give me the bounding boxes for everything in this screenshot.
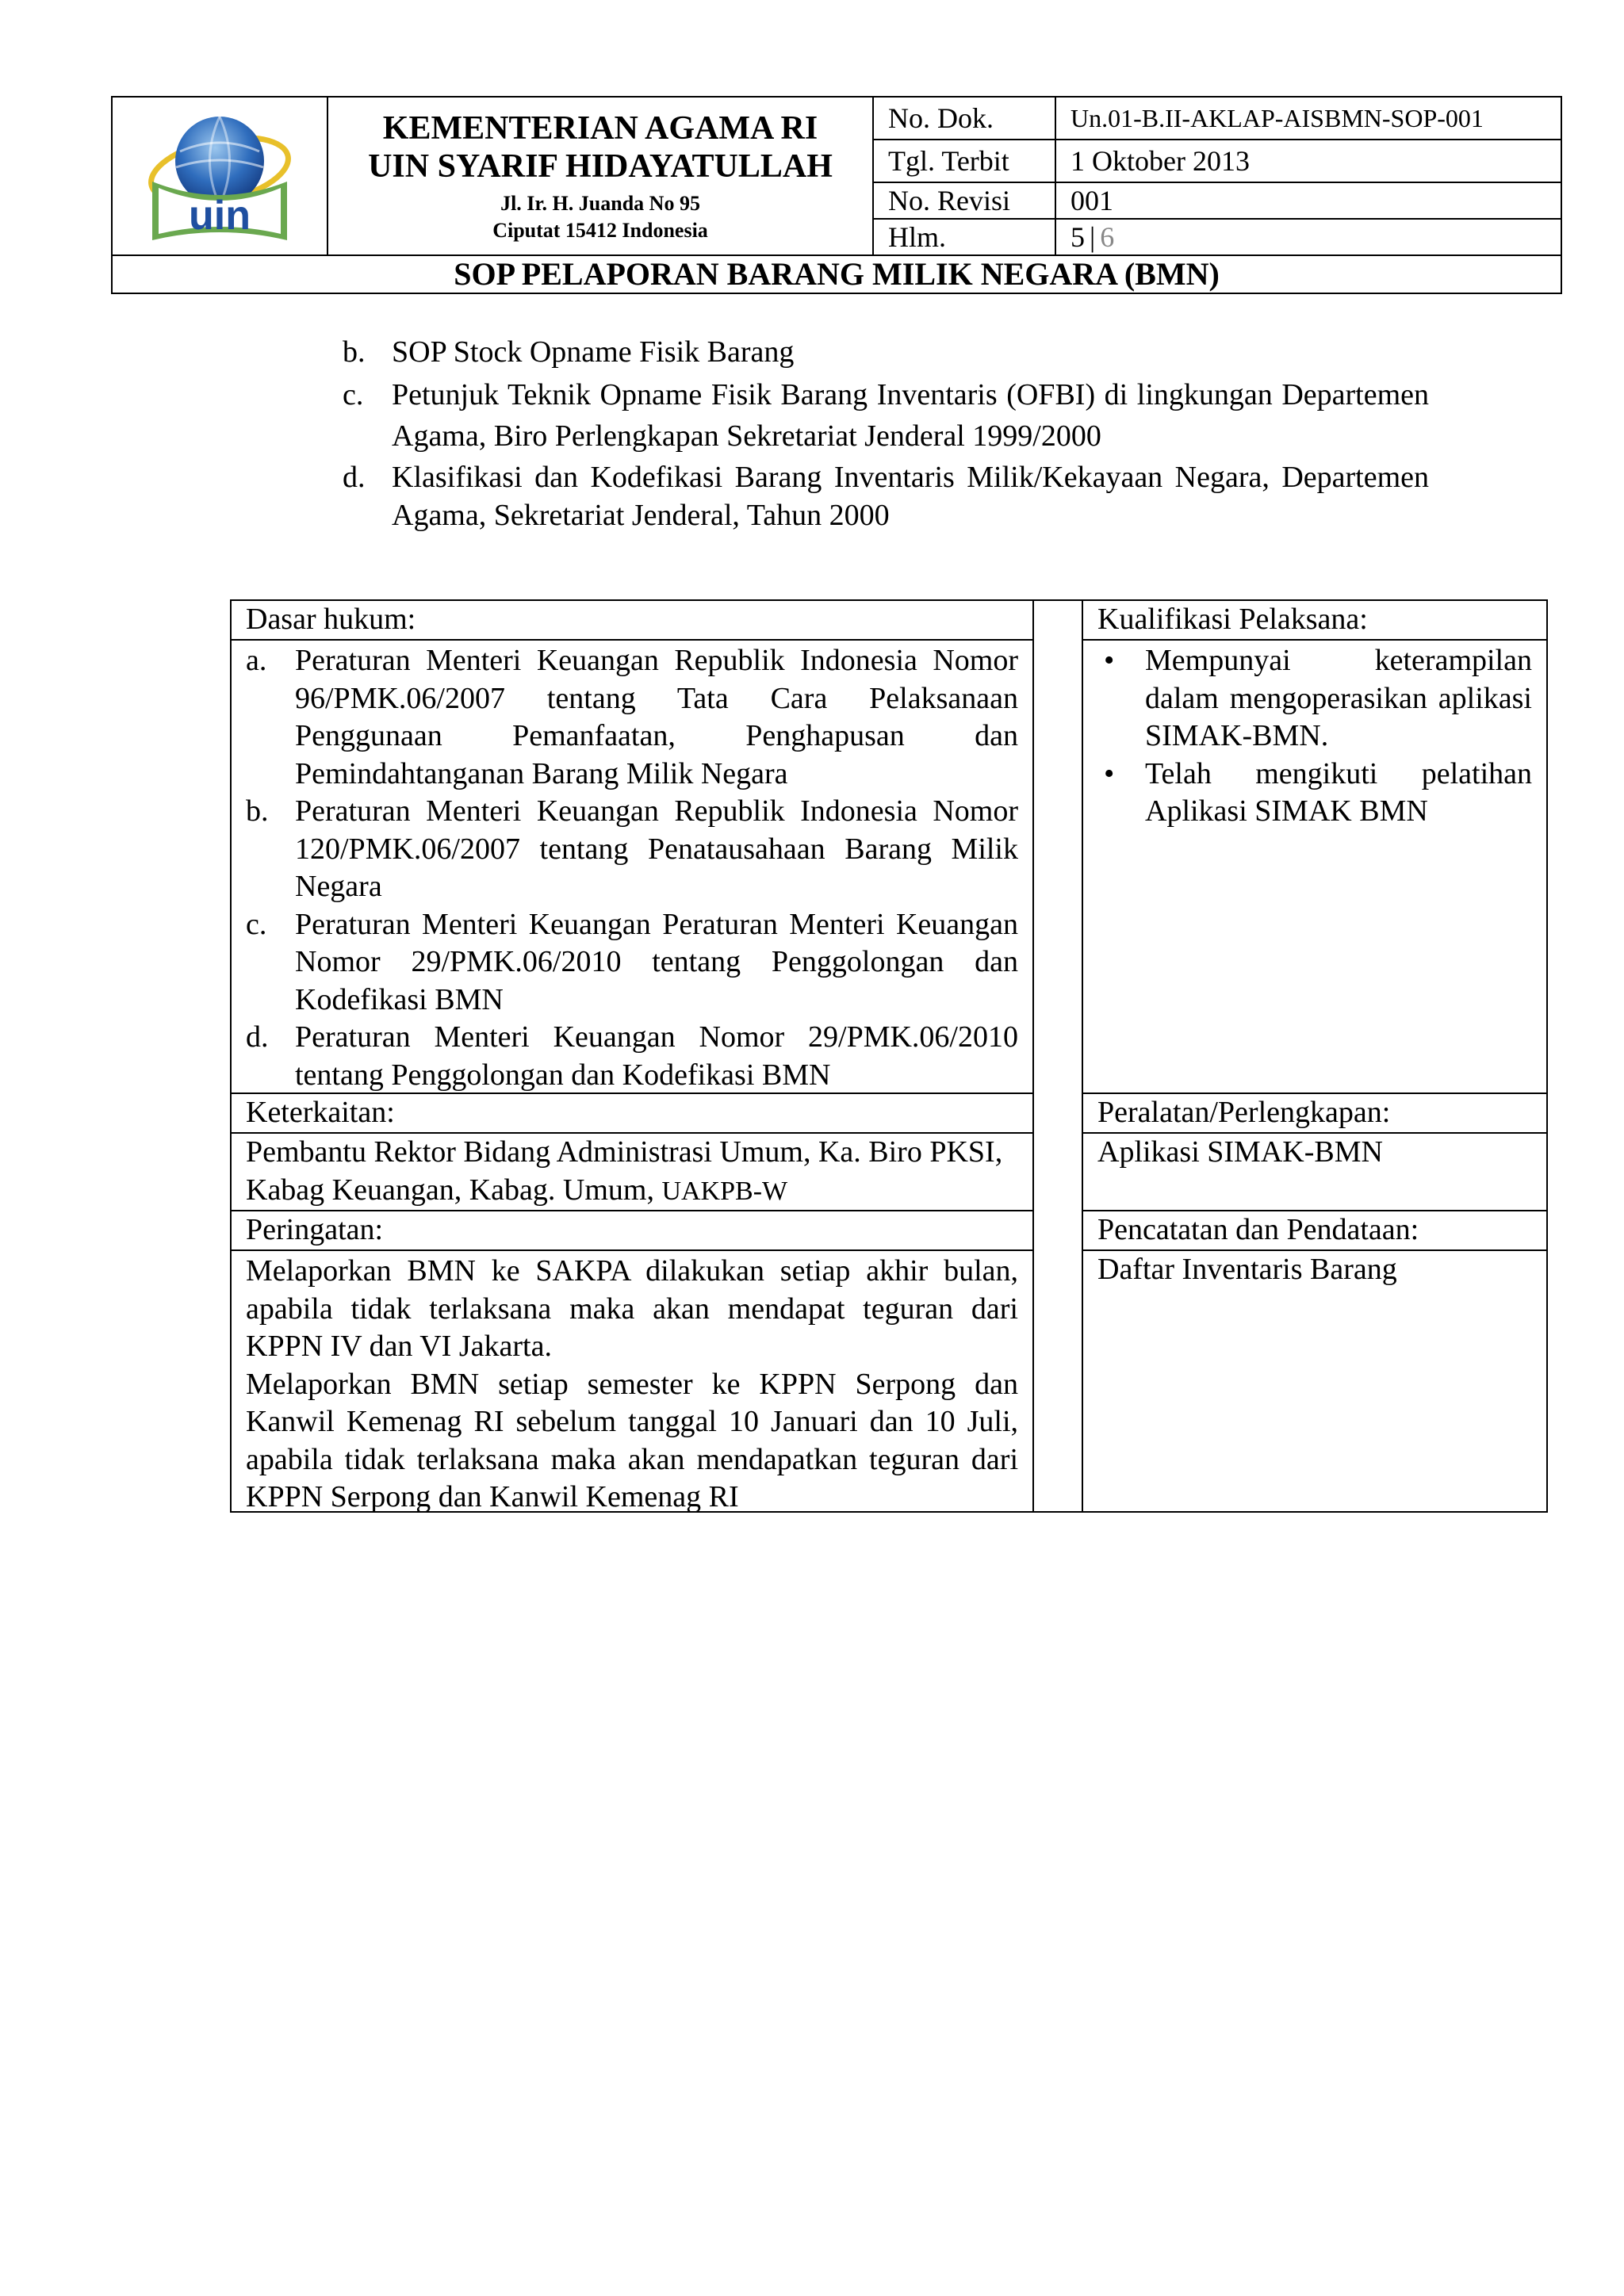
org-name-university: UIN SYARIF HIDAYATULLAH bbox=[368, 148, 833, 185]
meta-row-doc-no bbox=[874, 98, 1562, 140]
meta-row-issue-date bbox=[874, 140, 1562, 183]
document-title: SOP PELAPORAN BARANG MILIK NEGARA (BMN) bbox=[454, 256, 1220, 292]
revision-label: No. Revisi bbox=[874, 183, 1056, 218]
qualification-cell bbox=[1083, 641, 1546, 1094]
list-marker: b. bbox=[343, 335, 366, 369]
doc-no-value: Un.01-B.II-AKLAP-AISBMN-SOP-001 bbox=[1071, 103, 1484, 132]
table-right-column bbox=[1083, 601, 1546, 1511]
warning-paragraph-1: Melaporkan BMN ke SAKPA dilakukan setiap akhir bulan, apabila tidak terlaksana maka akan mendapat teguran dari KPPN IV dan VI Jakarta. bbox=[246, 1254, 1018, 1363]
relation-heading-cell bbox=[232, 1094, 1032, 1134]
records-heading-cell bbox=[1083, 1211, 1546, 1251]
list-item bbox=[343, 374, 1429, 457]
list-item bbox=[246, 642, 1018, 793]
meta-row-page bbox=[874, 220, 1562, 254]
qualification-heading-cell bbox=[1083, 601, 1546, 641]
bullet-icon: • bbox=[1104, 644, 1115, 677]
table-spacer-column bbox=[1034, 601, 1083, 1511]
org-address-city: Ciputat 15412 Indonesia bbox=[492, 219, 708, 242]
logo-cell bbox=[113, 98, 328, 254]
qualification-heading: Kualifikasi Pelaksana: bbox=[1097, 603, 1368, 636]
doc-no-label: No. Dok. bbox=[874, 98, 1056, 139]
legal-basis-cell bbox=[232, 641, 1032, 1094]
header-top-row bbox=[113, 98, 1561, 256]
uin-logo-icon bbox=[144, 105, 295, 248]
list-marker: d. bbox=[246, 1020, 269, 1054]
list-item-text: Klasifikasi dan Kodefikasi Barang Inventaris Milik/Kekayaan Negara, Departemen Agama, Sekretariat Jenderal, Tahun 2000 bbox=[392, 461, 1429, 532]
list-item bbox=[246, 1019, 1018, 1094]
list-item-text: SOP Stock Opname Fisik Barang bbox=[392, 335, 795, 369]
list-item bbox=[1097, 756, 1532, 831]
equipment-heading-cell bbox=[1083, 1094, 1546, 1134]
equipment-cell bbox=[1083, 1134, 1546, 1211]
relation-text: Pembantu Rektor Bidang Administrasi Umum, Ka. Biro PKSI, Kabag Keuangan, Kabag. Umum, bbox=[246, 1135, 1003, 1207]
bullet-icon: • bbox=[1104, 756, 1115, 790]
list-marker: c. bbox=[246, 907, 267, 941]
list-marker: d. bbox=[343, 461, 366, 494]
relation-cell bbox=[232, 1134, 1032, 1211]
legal-basis-heading-cell bbox=[232, 601, 1032, 641]
relation-heading: Keterkaitan: bbox=[246, 1096, 395, 1129]
list-item-text: Peraturan Menteri Keuangan Peraturan Menteri Keuangan Nomor 29/PMK.06/2010 tentang Penggolongan dan Kodefikasi BMN bbox=[295, 907, 1018, 1016]
legal-basis-heading: Dasar hukum: bbox=[246, 603, 416, 636]
list-marker: b. bbox=[246, 794, 269, 828]
equipment-heading: Peralatan/Perlengkapan: bbox=[1097, 1096, 1391, 1129]
meta-row-revision bbox=[874, 183, 1562, 220]
list-item-text: Mempunyai keterampilan dalam mengoperasikan aplikasi SIMAK-BMN. bbox=[1145, 644, 1532, 752]
sop-details-table bbox=[230, 599, 1548, 1513]
records-text: Daftar Inventaris Barang bbox=[1097, 1253, 1397, 1286]
list-item-text: Petunjuk Teknik Opname Fisik Barang Inventaris (OFBI) di lingkungan Departemen Agama, Biro Perlengkapan Sekretariat Jenderal 1999/2000 bbox=[392, 378, 1429, 453]
logo-text: uin bbox=[189, 193, 251, 239]
org-address-street: Jl. Ir. H. Juanda No 95 bbox=[500, 192, 700, 215]
page-total: 6 bbox=[1100, 221, 1115, 253]
page-current: 5 bbox=[1071, 221, 1085, 253]
org-name-ministry: KEMENTERIAN AGAMA RI bbox=[382, 110, 818, 147]
records-heading: Pencatatan dan Pendataan: bbox=[1097, 1213, 1419, 1246]
equipment-text: Aplikasi SIMAK-BMN bbox=[1097, 1135, 1383, 1169]
list-item-text: Peraturan Menteri Keuangan Republik Indonesia Nomor 96/PMK.06/2007 tentang Tata Cara Pelaksanaan Penggunaan Pemanfaatan, Penghapusan dan Pemindahtanganan Barang Milik Negara bbox=[295, 644, 1018, 790]
document-meta-grid bbox=[874, 98, 1562, 254]
list-item-text: Peraturan Menteri Keuangan Nomor 29/PMK.06/2010 tentang Penggolongan dan Kodefikasi BMN bbox=[295, 1020, 1018, 1092]
list-item bbox=[246, 906, 1018, 1020]
list-item bbox=[343, 331, 1429, 373]
list-item bbox=[246, 793, 1018, 906]
document-header bbox=[111, 96, 1562, 294]
list-item bbox=[343, 458, 1429, 534]
records-cell bbox=[1083, 1251, 1546, 1513]
warning-paragraph-2: Melaporkan BMN setiap semester ke KPPN Serpong dan Kanwil Kemenag RI sebelum tanggal 10 Januari dan 10 Juli, apabila tidak terlaksana maka akan mendapatkan teguran dari KPPN Serpong dan Kanwil Kemenag RI bbox=[246, 1367, 1018, 1513]
relation-suffix: UAKPB-W bbox=[661, 1176, 788, 1206]
page-label: Hlm. bbox=[874, 220, 1056, 254]
warning-cell bbox=[232, 1251, 1032, 1513]
page-value bbox=[1056, 220, 1562, 254]
list-marker: c. bbox=[343, 378, 364, 411]
list-item-text: Telah mengikuti pelatihan Aplikasi SIMAK BMN bbox=[1145, 756, 1532, 828]
list-item-text: Peraturan Menteri Keuangan Republik Indonesia Nomor 120/PMK.06/2007 tentang Penatausahaan Barang Milik Negara bbox=[295, 794, 1018, 903]
list-item bbox=[1097, 642, 1532, 756]
table-left-column bbox=[232, 601, 1034, 1511]
reference-list bbox=[343, 331, 1429, 534]
issue-date-label: Tgl. Terbit bbox=[874, 140, 1056, 182]
list-marker: a. bbox=[246, 644, 267, 677]
organization-cell bbox=[328, 98, 874, 254]
issue-date-value: 1 Oktober 2013 bbox=[1071, 145, 1250, 177]
revision-value: 001 bbox=[1071, 185, 1113, 216]
warning-heading-cell bbox=[232, 1211, 1032, 1251]
warning-heading: Peringatan: bbox=[246, 1213, 384, 1246]
page-separator: | bbox=[1090, 221, 1096, 253]
